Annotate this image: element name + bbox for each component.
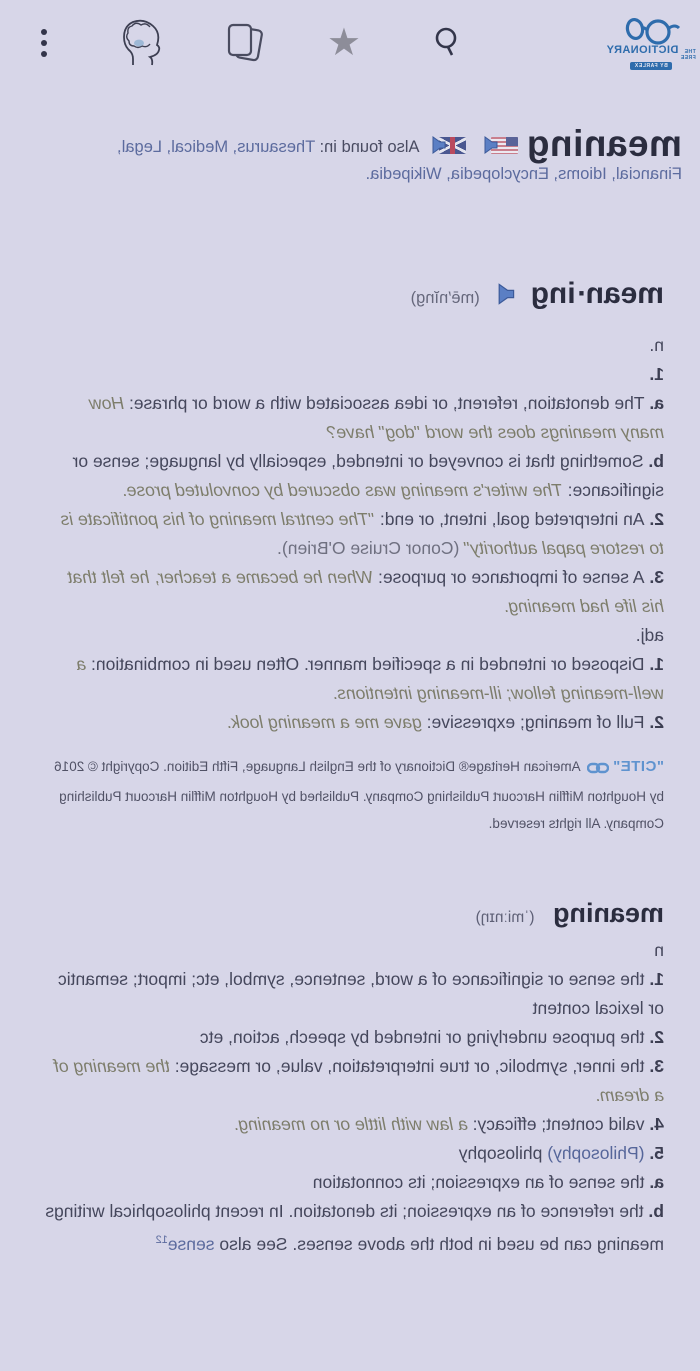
search-icon bbox=[426, 24, 462, 63]
definition-item bbox=[44, 389, 664, 447]
example-text: a well-meaning fellow; ill-meaning intentions. bbox=[76, 654, 664, 703]
definition-item bbox=[44, 505, 664, 563]
speaker-icon bbox=[427, 136, 447, 163]
link-legal[interactable]: Legal , bbox=[117, 138, 162, 156]
uk-pronunciation-button[interactable] bbox=[427, 132, 466, 159]
quotation-text: "The central meaning of his pontificate is to restore papal authority" bbox=[60, 509, 664, 558]
logo-dictionary: DICTIONARY bbox=[606, 44, 679, 56]
source-attribution bbox=[44, 753, 664, 837]
link-icon bbox=[587, 762, 609, 777]
overflow-menu-icon bbox=[41, 29, 47, 57]
definition-text: A sense of importance or purpose: bbox=[373, 567, 645, 587]
overflow-menu-button[interactable] bbox=[22, 21, 66, 65]
also-found-prefix: Also found in: bbox=[315, 138, 420, 156]
sense-marker: b. bbox=[643, 1201, 664, 1221]
glasses-icon bbox=[620, 16, 682, 46]
sense-superscript: 12 bbox=[155, 1234, 168, 1246]
speaker-icon bbox=[492, 293, 516, 308]
link-encyclopedia[interactable]: Encyclopedia , bbox=[442, 165, 549, 183]
example-text: How many meanings does the word "dog" have? bbox=[89, 393, 664, 442]
example-text: gave me a meaning look. bbox=[226, 712, 422, 732]
sense-marker: 4. bbox=[644, 1114, 664, 1134]
definition-text: the purpose underlying or intended by speech, action, etc bbox=[199, 1027, 645, 1047]
flashcards-button[interactable] bbox=[222, 21, 266, 65]
word-of-day-button[interactable] bbox=[122, 21, 166, 65]
flashcards-icon bbox=[224, 21, 264, 66]
part-of-speech: n. bbox=[649, 335, 664, 355]
see-also-sense-link[interactable]: sense$^{12}$ bbox=[155, 1233, 215, 1254]
definition-text: the sense or significance of a word, sentence, symbol, etc; import; semantic or lexical content bbox=[58, 969, 664, 1018]
part-of-speech: adj. bbox=[635, 625, 664, 645]
sense-marker: b. bbox=[643, 451, 664, 471]
example-text: The writer's meaning was obscured by convoluted prose. bbox=[121, 480, 563, 500]
link-thesaurus[interactable]: Thesaurus , bbox=[228, 138, 315, 156]
pronunciation: (ˈmiːnɪŋ) bbox=[475, 909, 535, 926]
sense-marker: 2. bbox=[644, 1027, 664, 1047]
definition-text: philosophy bbox=[458, 1143, 548, 1163]
definition-item bbox=[44, 1110, 664, 1139]
logo-farlex-badge: BY FARLEX bbox=[630, 62, 671, 70]
definition-text: the sense of an expression; its connotation bbox=[312, 1172, 645, 1192]
link-financial[interactable]: Financial , bbox=[607, 165, 682, 183]
brain-head-icon bbox=[122, 17, 166, 70]
sense-marker: 1. bbox=[644, 654, 664, 674]
quotation-attribution: (Conor Cruise O'Brien). bbox=[277, 538, 460, 558]
definition-text: Something that is conveyed or intended, especially by language; sense or significance: bbox=[72, 451, 664, 500]
toolbar-actions bbox=[22, 21, 466, 65]
favorites-button[interactable] bbox=[322, 21, 366, 65]
dictionary-content bbox=[0, 123, 700, 1259]
link-idioms[interactable]: Idioms , bbox=[549, 165, 607, 183]
star-icon bbox=[327, 24, 361, 62]
definition-item bbox=[44, 447, 664, 505]
headword: meaning bbox=[552, 898, 664, 928]
cite-button[interactable]: "CITE" bbox=[612, 758, 664, 775]
definition-item bbox=[44, 1052, 664, 1110]
sense-number: 1. bbox=[649, 364, 664, 384]
definition-item bbox=[44, 563, 664, 621]
logo-the-free: THE FREE bbox=[680, 49, 696, 61]
us-pronunciation-button[interactable] bbox=[479, 132, 518, 159]
definition-text: the inner, symbolic, or true interpretation, value, or message: bbox=[169, 1056, 645, 1076]
link-medical[interactable]: Medical , bbox=[162, 138, 228, 156]
definition-text: the reference of an expression; its denotation. In recent philosophical writings meaning can be used in both the above senses. See also bbox=[45, 1201, 664, 1254]
definition-item bbox=[44, 1197, 664, 1259]
definition-text: valid content; efficacy: bbox=[467, 1114, 645, 1134]
part-of-speech: n bbox=[654, 940, 664, 960]
sense-marker: 1. bbox=[644, 969, 664, 989]
word-header bbox=[44, 123, 682, 188]
app-logo[interactable] bbox=[608, 16, 694, 70]
pronunciation: (mē′nĭng) bbox=[410, 289, 480, 307]
example-text: a law with little or no meaning. bbox=[233, 1114, 468, 1134]
search-button[interactable] bbox=[422, 21, 466, 65]
sense-marker: a. bbox=[644, 1172, 664, 1192]
definition-text: Full of meaning; expressive: bbox=[421, 712, 645, 732]
definition-item bbox=[44, 1023, 664, 1052]
sense-marker: 2. bbox=[644, 712, 664, 732]
app-toolbar bbox=[0, 0, 700, 86]
definition-item bbox=[44, 965, 664, 1023]
sense-marker: 5. bbox=[644, 1143, 664, 1163]
speaker-icon bbox=[479, 136, 499, 163]
entry-collins bbox=[44, 895, 664, 1259]
sense-marker: a. bbox=[644, 393, 664, 413]
page-title-word: meaning bbox=[526, 123, 682, 164]
definition-item bbox=[44, 650, 664, 708]
entry-headword-row bbox=[44, 276, 664, 317]
definition-text: An interpreted goal, intent, or end: bbox=[375, 509, 645, 529]
definition-text: Disposed or intended in a specified manner. Often used in combination: bbox=[86, 654, 645, 674]
example-text: When he became a teacher, he felt that his life had meaning. bbox=[67, 567, 664, 616]
pronounce-button[interactable] bbox=[492, 283, 516, 308]
entry-american-heritage bbox=[44, 276, 664, 837]
link-wikipedia[interactable]: Wikipedia . bbox=[366, 165, 442, 183]
sense-marker: 3. bbox=[644, 1056, 664, 1076]
subject-label[interactable]: (Philosophy) bbox=[547, 1143, 645, 1163]
sense-marker: 2. bbox=[644, 509, 664, 529]
headword: mean·ing bbox=[530, 277, 664, 310]
definition-item bbox=[44, 708, 664, 737]
definition-item bbox=[44, 1139, 664, 1168]
definition-text: The denotation, referent, or idea associated with a word or phrase: bbox=[124, 393, 645, 413]
entry-headword-row bbox=[44, 895, 664, 936]
copyright-text: American Heritage® Dictionary of the English Language, Fifth Edition. Copyright © 2016 by Houghton Mifflin Harcourt Publishing Company. Published by Houghton Mifflin Harcourt Publishing Company. All rights reserved. bbox=[54, 759, 664, 831]
example-text: the meaning of a dream. bbox=[54, 1056, 664, 1105]
sense-marker: 3. bbox=[644, 567, 664, 587]
definition-item bbox=[44, 1168, 664, 1197]
